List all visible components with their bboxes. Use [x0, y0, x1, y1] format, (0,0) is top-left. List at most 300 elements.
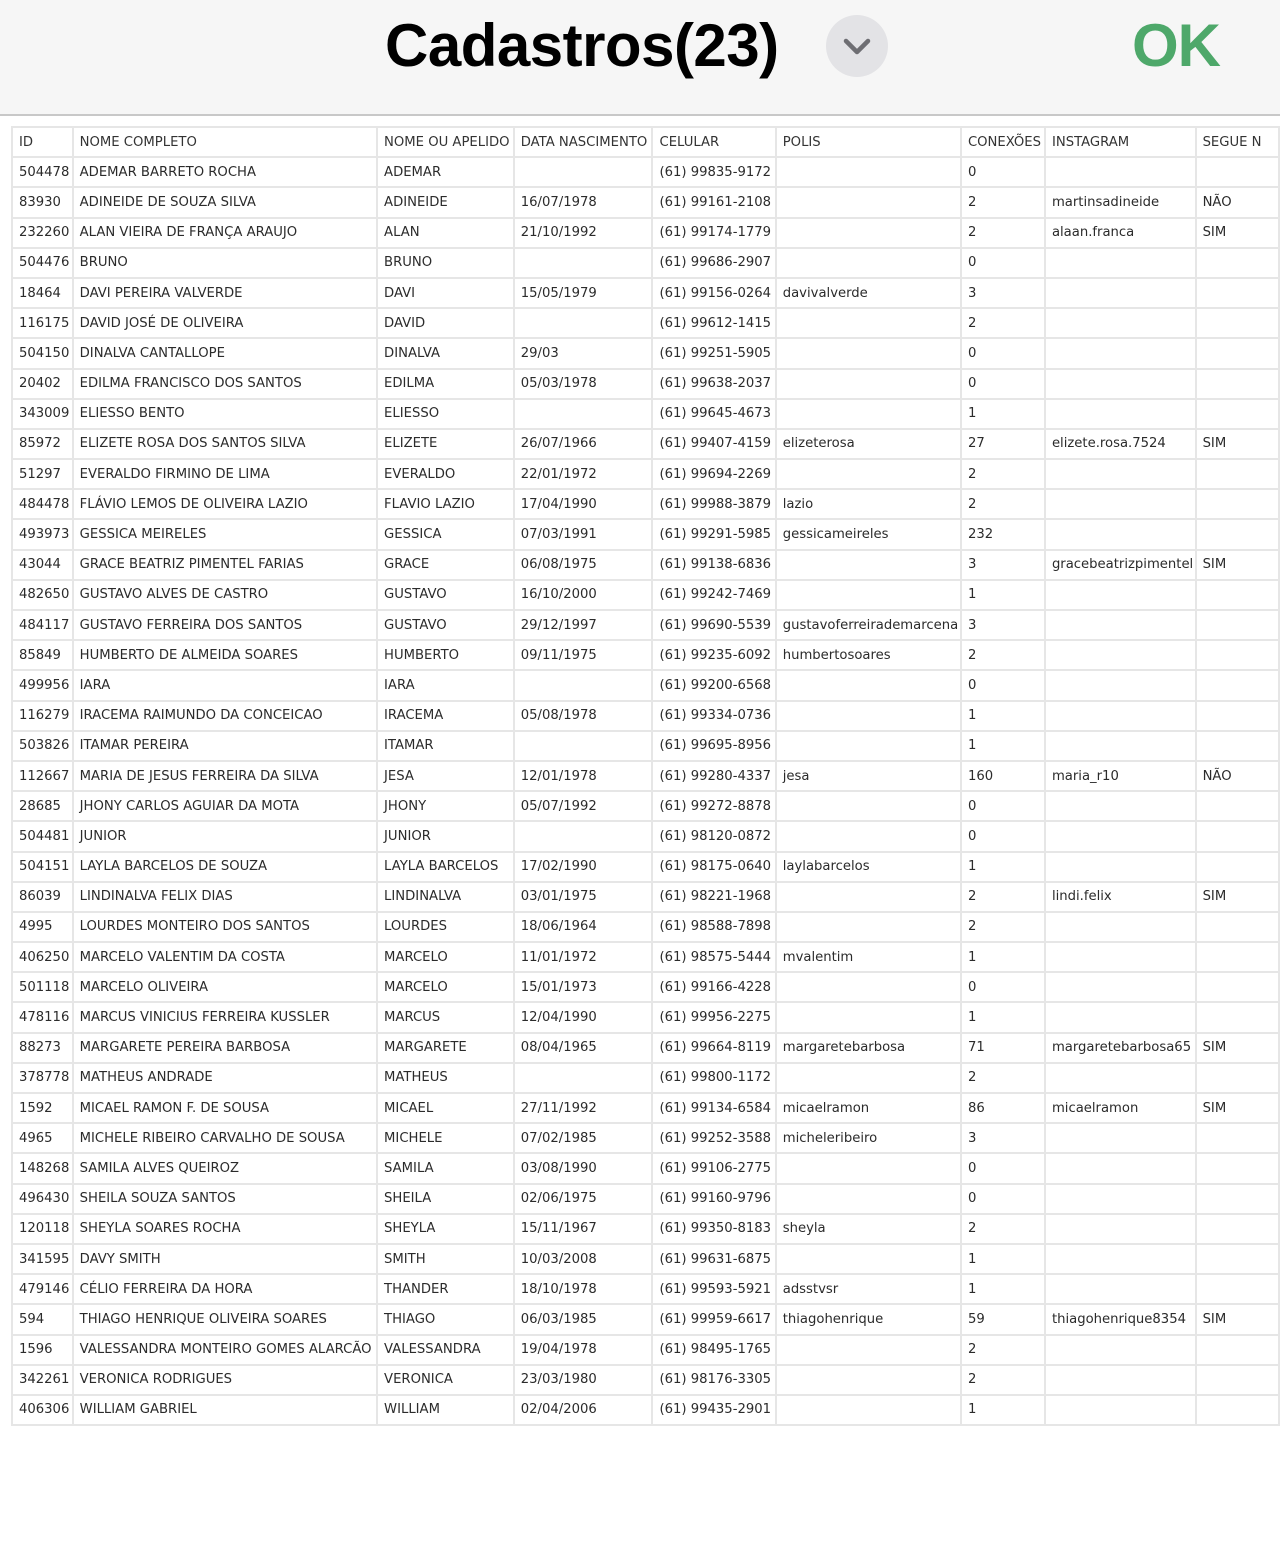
cell-instagram — [1045, 1365, 1196, 1395]
table-row[interactable] — [12, 519, 1279, 549]
cell-conexoes: 3 — [961, 610, 1045, 640]
cell-celular: (61) 99134-6584 — [652, 1093, 775, 1123]
cell-segue — [1196, 731, 1279, 761]
cell-nome-ou-apelido: ITAMAR — [377, 731, 514, 761]
cell-nome-completo: THIAGO HENRIQUE OLIVEIRA SOARES — [73, 1304, 377, 1334]
cell-polis: elizeterosa — [776, 429, 961, 459]
top-bar — [0, 0, 1280, 116]
table-row[interactable] — [12, 338, 1279, 368]
column-header-celular[interactable]: CELULAR — [652, 127, 775, 157]
cell-nome-ou-apelido: IRACEMA — [377, 701, 514, 731]
cell-data-nascimento: 21/10/1992 — [514, 218, 653, 248]
cell-polis — [776, 187, 961, 217]
cell-nome-completo: MARCELO OLIVEIRA — [73, 972, 377, 1002]
cell-nome-ou-apelido: ADINEIDE — [377, 187, 514, 217]
column-header-nome-ou-apelido[interactable]: NOME OU APELIDO — [377, 127, 514, 157]
cell-nome-completo: SAMILA ALVES QUEIROZ — [73, 1153, 377, 1183]
table-row[interactable] — [12, 942, 1279, 972]
table-row[interactable] — [12, 1335, 1279, 1365]
cell-segue — [1196, 1153, 1279, 1183]
cell-instagram: margaretebarbosa65 — [1045, 1033, 1196, 1063]
table-row[interactable] — [12, 1002, 1279, 1032]
cell-instagram — [1045, 821, 1196, 851]
cell-conexoes: 2 — [961, 1214, 1045, 1244]
cell-instagram — [1045, 670, 1196, 700]
cell-celular: (61) 99959-6617 — [652, 1304, 775, 1334]
table-row[interactable] — [12, 731, 1279, 761]
cell-nome-ou-apelido: ADEMAR — [377, 157, 514, 187]
cell-conexoes: 232 — [961, 519, 1045, 549]
cell-instagram — [1045, 1274, 1196, 1304]
cell-polis: laylabarcelos — [776, 852, 961, 882]
cell-celular: (61) 98588-7898 — [652, 912, 775, 942]
cell-segue — [1196, 640, 1279, 670]
cell-celular: (61) 99956-2275 — [652, 1002, 775, 1032]
cell-nome-completo: LAYLA BARCELOS DE SOUZA — [73, 852, 377, 882]
cell-nome-ou-apelido: MICAEL — [377, 1093, 514, 1123]
cell-nome-completo: MICHELE RIBEIRO CARVALHO DE SOUSA — [73, 1123, 377, 1153]
cell-segue — [1196, 399, 1279, 429]
column-header-segue[interactable]: SEGUE N — [1196, 127, 1279, 157]
table-row[interactable] — [12, 1244, 1279, 1274]
cell-segue — [1196, 1244, 1279, 1274]
cell-instagram — [1045, 308, 1196, 338]
cell-nome-ou-apelido: MARCELO — [377, 972, 514, 1002]
cell-instagram — [1045, 912, 1196, 942]
cell-nome-completo: IARA — [73, 670, 377, 700]
cell-id: 83930 — [12, 187, 73, 217]
cell-conexoes: 1 — [961, 1395, 1045, 1425]
cell-segue — [1196, 1063, 1279, 1093]
cell-id: 85972 — [12, 429, 73, 459]
cell-nome-completo: ELIZETE ROSA DOS SANTOS SILVA — [73, 429, 377, 459]
cell-celular: (61) 98221-1968 — [652, 882, 775, 912]
cell-instagram — [1045, 580, 1196, 610]
cell-id: 504150 — [12, 338, 73, 368]
cell-nome-ou-apelido: ELIESSO — [377, 399, 514, 429]
table-row[interactable] — [12, 187, 1279, 217]
cell-conexoes: 160 — [961, 761, 1045, 791]
cell-segue — [1196, 1123, 1279, 1153]
cell-polis — [776, 1184, 961, 1214]
cell-nome-ou-apelido: DAVID — [377, 308, 514, 338]
cell-instagram — [1045, 1123, 1196, 1153]
cell-celular: (61) 98120-0872 — [652, 821, 775, 851]
cell-conexoes: 2 — [961, 640, 1045, 670]
cell-nome-ou-apelido: LINDINALVA — [377, 882, 514, 912]
cell-id: 341595 — [12, 1244, 73, 1274]
table-row[interactable] — [12, 791, 1279, 821]
cell-celular: (61) 99694-2269 — [652, 459, 775, 489]
table-row[interactable] — [12, 1123, 1279, 1153]
table-body — [12, 157, 1279, 1425]
cell-polis — [776, 1244, 961, 1274]
cell-conexoes: 3 — [961, 550, 1045, 580]
cell-nome-ou-apelido: EVERALDO — [377, 459, 514, 489]
cell-id: 504478 — [12, 157, 73, 187]
table-row[interactable] — [12, 157, 1279, 187]
cell-conexoes: 0 — [961, 338, 1045, 368]
cell-celular: (61) 99407-4159 — [652, 429, 775, 459]
cell-polis — [776, 821, 961, 851]
cell-data-nascimento: 12/04/1990 — [514, 1002, 653, 1032]
cell-instagram: thiagohenrique8354 — [1045, 1304, 1196, 1334]
cell-data-nascimento: 26/07/1966 — [514, 429, 653, 459]
cell-nome-ou-apelido: MARCUS — [377, 1002, 514, 1032]
column-header-conexoes[interactable]: CONEXÕES — [961, 127, 1045, 157]
cell-id: 1596 — [12, 1335, 73, 1365]
cell-data-nascimento — [514, 670, 653, 700]
cell-nome-completo: LOURDES MONTEIRO DOS SANTOS — [73, 912, 377, 942]
cell-data-nascimento: 27/11/1992 — [514, 1093, 653, 1123]
table-row[interactable] — [12, 852, 1279, 882]
cell-instagram — [1045, 489, 1196, 519]
cell-instagram — [1045, 459, 1196, 489]
table-row[interactable] — [12, 972, 1279, 1002]
cell-conexoes: 3 — [961, 278, 1045, 308]
cell-segue: NÃO — [1196, 761, 1279, 791]
cell-segue — [1196, 1335, 1279, 1365]
cell-segue — [1196, 701, 1279, 731]
cell-instagram — [1045, 1153, 1196, 1183]
cell-polis — [776, 1153, 961, 1183]
column-header-nome-completo[interactable]: NOME COMPLETO — [73, 127, 377, 157]
cell-polis: davivalverde — [776, 278, 961, 308]
cell-instagram — [1045, 1184, 1196, 1214]
cell-conexoes: 2 — [961, 1365, 1045, 1395]
cell-polis — [776, 791, 961, 821]
cell-id: 504481 — [12, 821, 73, 851]
cell-nome-ou-apelido: MARCELO — [377, 942, 514, 972]
cell-instagram: gracebeatrizpimentel — [1045, 550, 1196, 580]
cell-conexoes: 0 — [961, 1184, 1045, 1214]
cell-conexoes: 2 — [961, 912, 1045, 942]
cell-celular: (61) 99160-9796 — [652, 1184, 775, 1214]
cell-polis — [776, 248, 961, 278]
cell-celular: (61) 99664-8119 — [652, 1033, 775, 1063]
cell-polis — [776, 1335, 961, 1365]
ok-button[interactable]: OK — [1132, 12, 1220, 79]
cell-celular: (61) 99350-8183 — [652, 1214, 775, 1244]
cell-celular: (61) 99835-9172 — [652, 157, 775, 187]
cell-id: 501118 — [12, 972, 73, 1002]
cell-polis — [776, 912, 961, 942]
cell-nome-ou-apelido: FLAVIO LAZIO — [377, 489, 514, 519]
cell-instagram — [1045, 1244, 1196, 1274]
cell-segue — [1196, 821, 1279, 851]
cell-nome-ou-apelido: BRUNO — [377, 248, 514, 278]
table-row[interactable] — [12, 821, 1279, 851]
table-row[interactable] — [12, 459, 1279, 489]
cell-nome-completo: DAVI PEREIRA VALVERDE — [73, 278, 377, 308]
cell-nome-ou-apelido: VERONICA — [377, 1365, 514, 1395]
cell-id: 503826 — [12, 731, 73, 761]
cell-polis: margaretebarbosa — [776, 1033, 961, 1063]
cell-celular: (61) 99242-7469 — [652, 580, 775, 610]
cell-instagram: martinsadineide — [1045, 187, 1196, 217]
cell-nome-ou-apelido: ALAN — [377, 218, 514, 248]
cell-conexoes: 1 — [961, 1002, 1045, 1032]
cell-celular: (61) 99631-6875 — [652, 1244, 775, 1274]
cell-instagram — [1045, 942, 1196, 972]
cell-conexoes: 1 — [961, 731, 1045, 761]
cell-data-nascimento: 11/01/1972 — [514, 942, 653, 972]
cell-polis — [776, 580, 961, 610]
table-row[interactable] — [12, 640, 1279, 670]
cell-instagram — [1045, 640, 1196, 670]
cell-nome-completo: VALESSANDRA MONTEIRO GOMES ALARCÃO — [73, 1335, 377, 1365]
cell-segue — [1196, 942, 1279, 972]
chevron-down-icon — [841, 33, 873, 59]
cell-celular: (61) 99593-5921 — [652, 1274, 775, 1304]
cell-segue — [1196, 1395, 1279, 1425]
table-row[interactable] — [12, 550, 1279, 580]
table-row[interactable] — [12, 429, 1279, 459]
cell-id: 20402 — [12, 369, 73, 399]
cell-id: 4965 — [12, 1123, 73, 1153]
column-header-polis[interactable]: POLIS — [776, 127, 961, 157]
cell-instagram — [1045, 399, 1196, 429]
cell-celular: (61) 99988-3879 — [652, 489, 775, 519]
cell-celular: (61) 99156-0264 — [652, 278, 775, 308]
cell-conexoes: 0 — [961, 369, 1045, 399]
cell-nome-completo: MATHEUS ANDRADE — [73, 1063, 377, 1093]
cell-celular: (61) 98176-3305 — [652, 1365, 775, 1395]
cell-segue — [1196, 248, 1279, 278]
cell-id: 378778 — [12, 1063, 73, 1093]
title-dropdown-button[interactable] — [826, 15, 888, 77]
cell-id: 478116 — [12, 1002, 73, 1032]
cell-segue: SIM — [1196, 429, 1279, 459]
cell-data-nascimento: 03/08/1990 — [514, 1153, 653, 1183]
cell-nome-completo: ADINEIDE DE SOUZA SILVA — [73, 187, 377, 217]
cell-instagram — [1045, 972, 1196, 1002]
cell-data-nascimento — [514, 248, 653, 278]
cell-conexoes: 1 — [961, 701, 1045, 731]
cell-id: 496430 — [12, 1184, 73, 1214]
table-row[interactable] — [12, 278, 1279, 308]
cell-instagram — [1045, 1335, 1196, 1365]
cell-conexoes: 2 — [961, 1335, 1045, 1365]
cell-instagram — [1045, 369, 1196, 399]
cell-polis: gessicameireles — [776, 519, 961, 549]
table-row[interactable] — [12, 610, 1279, 640]
table-row[interactable] — [12, 580, 1279, 610]
cell-id: 4995 — [12, 912, 73, 942]
table-row[interactable] — [12, 1395, 1279, 1425]
column-header-id[interactable]: ID — [12, 127, 73, 157]
table-row[interactable] — [12, 248, 1279, 278]
cell-nome-ou-apelido: VALESSANDRA — [377, 1335, 514, 1365]
table-row[interactable] — [12, 912, 1279, 942]
cell-nome-ou-apelido: SAMILA — [377, 1153, 514, 1183]
table-row[interactable] — [12, 399, 1279, 429]
table-row[interactable] — [12, 1153, 1279, 1183]
cell-data-nascimento — [514, 1063, 653, 1093]
cell-data-nascimento: 17/04/1990 — [514, 489, 653, 519]
cell-instagram: micaelramon — [1045, 1093, 1196, 1123]
cell-polis — [776, 308, 961, 338]
cell-polis — [776, 1395, 961, 1425]
cell-segue: SIM — [1196, 882, 1279, 912]
table-row[interactable] — [12, 369, 1279, 399]
cell-data-nascimento: 16/10/2000 — [514, 580, 653, 610]
column-header-data-nascimento[interactable]: DATA NASCIMENTO — [514, 127, 653, 157]
cell-celular: (61) 98175-0640 — [652, 852, 775, 882]
cell-data-nascimento: 05/03/1978 — [514, 369, 653, 399]
table-row[interactable] — [12, 1033, 1279, 1063]
cell-data-nascimento: 06/08/1975 — [514, 550, 653, 580]
cell-segue — [1196, 157, 1279, 187]
cell-nome-completo: ITAMAR PEREIRA — [73, 731, 377, 761]
table-row[interactable] — [12, 1304, 1279, 1334]
cell-id: 88273 — [12, 1033, 73, 1063]
cell-polis — [776, 157, 961, 187]
cell-celular: (61) 98575-5444 — [652, 942, 775, 972]
cell-id: 51297 — [12, 459, 73, 489]
cell-nome-completo: BRUNO — [73, 248, 377, 278]
cell-id: 482650 — [12, 580, 73, 610]
cell-nome-completo: DAVY SMITH — [73, 1244, 377, 1274]
cell-polis: humbertosoares — [776, 640, 961, 670]
cell-nome-ou-apelido: GUSTAVO — [377, 580, 514, 610]
cell-conexoes: 1 — [961, 942, 1045, 972]
cell-celular: (61) 99686-2907 — [652, 248, 775, 278]
cell-data-nascimento: 06/03/1985 — [514, 1304, 653, 1334]
cell-celular: (61) 99106-2775 — [652, 1153, 775, 1183]
cell-polis — [776, 1002, 961, 1032]
cell-data-nascimento: 15/05/1979 — [514, 278, 653, 308]
cell-data-nascimento — [514, 308, 653, 338]
table-row[interactable] — [12, 489, 1279, 519]
cell-data-nascimento: 15/01/1973 — [514, 972, 653, 1002]
cell-conexoes: 2 — [961, 218, 1045, 248]
cell-polis — [776, 1365, 961, 1395]
cell-nome-completo: EDILMA FRANCISCO DOS SANTOS — [73, 369, 377, 399]
cell-nome-completo: MARGARETE PEREIRA BARBOSA — [73, 1033, 377, 1063]
cell-nome-completo: SHEYLA SOARES ROCHA — [73, 1214, 377, 1244]
cell-id: 85849 — [12, 640, 73, 670]
cell-nome-ou-apelido: MICHELE — [377, 1123, 514, 1153]
cell-segue — [1196, 1002, 1279, 1032]
cell-conexoes: 0 — [961, 972, 1045, 1002]
table-row[interactable] — [12, 701, 1279, 731]
cell-id: 504476 — [12, 248, 73, 278]
cell-celular: (61) 99272-8878 — [652, 791, 775, 821]
cell-conexoes: 0 — [961, 791, 1045, 821]
cell-celular: (61) 99280-4337 — [652, 761, 775, 791]
cell-segue — [1196, 1184, 1279, 1214]
cell-conexoes: 27 — [961, 429, 1045, 459]
cell-polis: sheyla — [776, 1214, 961, 1244]
cell-segue — [1196, 369, 1279, 399]
column-header-instagram[interactable]: INSTAGRAM — [1045, 127, 1196, 157]
cell-data-nascimento — [514, 157, 653, 187]
cell-data-nascimento — [514, 821, 653, 851]
cell-nome-completo: DAVID JOSÉ DE OLIVEIRA — [73, 308, 377, 338]
cell-celular: (61) 99645-4673 — [652, 399, 775, 429]
table-row[interactable] — [12, 1063, 1279, 1093]
cell-nome-completo: MICAEL RAMON F. DE SOUSA — [73, 1093, 377, 1123]
cell-data-nascimento: 03/01/1975 — [514, 882, 653, 912]
cell-segue — [1196, 972, 1279, 1002]
cell-conexoes: 1 — [961, 1244, 1045, 1274]
cell-nome-ou-apelido: EDILMA — [377, 369, 514, 399]
table-row[interactable] — [12, 761, 1279, 791]
cell-celular: (61) 99690-5539 — [652, 610, 775, 640]
cell-nome-ou-apelido: DINALVA — [377, 338, 514, 368]
cell-id: 43044 — [12, 550, 73, 580]
cell-segue — [1196, 338, 1279, 368]
cell-id: 493973 — [12, 519, 73, 549]
cell-nome-ou-apelido: LOURDES — [377, 912, 514, 942]
cell-segue: SIM — [1196, 550, 1279, 580]
table-row[interactable] — [12, 1184, 1279, 1214]
table-row[interactable] — [12, 670, 1279, 700]
cell-polis: adsstvsr — [776, 1274, 961, 1304]
cell-conexoes: 2 — [961, 187, 1045, 217]
table-row[interactable] — [12, 1365, 1279, 1395]
table-row[interactable] — [12, 1093, 1279, 1123]
cell-id: 120118 — [12, 1214, 73, 1244]
cell-nome-completo: GUSTAVO ALVES DE CASTRO — [73, 580, 377, 610]
table-row[interactable] — [12, 882, 1279, 912]
cell-conexoes: 1 — [961, 399, 1045, 429]
cell-instagram — [1045, 731, 1196, 761]
cell-data-nascimento: 18/10/1978 — [514, 1274, 653, 1304]
cell-nome-completo: FLÁVIO LEMOS DE OLIVEIRA LAZIO — [73, 489, 377, 519]
cell-segue — [1196, 610, 1279, 640]
cell-polis — [776, 1063, 961, 1093]
cadastros-table — [11, 126, 1280, 1426]
cell-polis: mvalentim — [776, 942, 961, 972]
cell-polis: jesa — [776, 761, 961, 791]
cell-nome-completo: EVERALDO FIRMINO DE LIMA — [73, 459, 377, 489]
cell-data-nascimento: 17/02/1990 — [514, 852, 653, 882]
table-row[interactable] — [12, 308, 1279, 338]
cell-segue — [1196, 519, 1279, 549]
cell-celular: (61) 99138-6836 — [652, 550, 775, 580]
cell-instagram — [1045, 1395, 1196, 1425]
cell-segue — [1196, 1214, 1279, 1244]
cell-id: 86039 — [12, 882, 73, 912]
cell-conexoes: 3 — [961, 1123, 1045, 1153]
table-header-row — [12, 127, 1279, 157]
cell-nome-ou-apelido: SMITH — [377, 1244, 514, 1274]
cell-conexoes: 2 — [961, 882, 1045, 912]
cell-data-nascimento: 09/11/1975 — [514, 640, 653, 670]
cell-nome-ou-apelido: HUMBERTO — [377, 640, 514, 670]
table-row[interactable] — [12, 1214, 1279, 1244]
cell-polis — [776, 701, 961, 731]
cell-segue: SIM — [1196, 1304, 1279, 1334]
cell-id: 342261 — [12, 1365, 73, 1395]
cell-data-nascimento: 10/03/2008 — [514, 1244, 653, 1274]
cell-nome-ou-apelido: DAVI — [377, 278, 514, 308]
cadastros-table-container[interactable] — [11, 126, 1280, 1426]
table-row[interactable] — [12, 218, 1279, 248]
cell-instagram — [1045, 610, 1196, 640]
table-row[interactable] — [12, 1274, 1279, 1304]
cell-instagram: maria_r10 — [1045, 761, 1196, 791]
cell-nome-ou-apelido: GRACE — [377, 550, 514, 580]
cell-conexoes: 86 — [961, 1093, 1045, 1123]
cell-id: 343009 — [12, 399, 73, 429]
cell-segue — [1196, 670, 1279, 700]
cell-nome-completo: MARIA DE JESUS FERREIRA DA SILVA — [73, 761, 377, 791]
cell-nome-ou-apelido: SHEILA — [377, 1184, 514, 1214]
cell-id: 112667 — [12, 761, 73, 791]
